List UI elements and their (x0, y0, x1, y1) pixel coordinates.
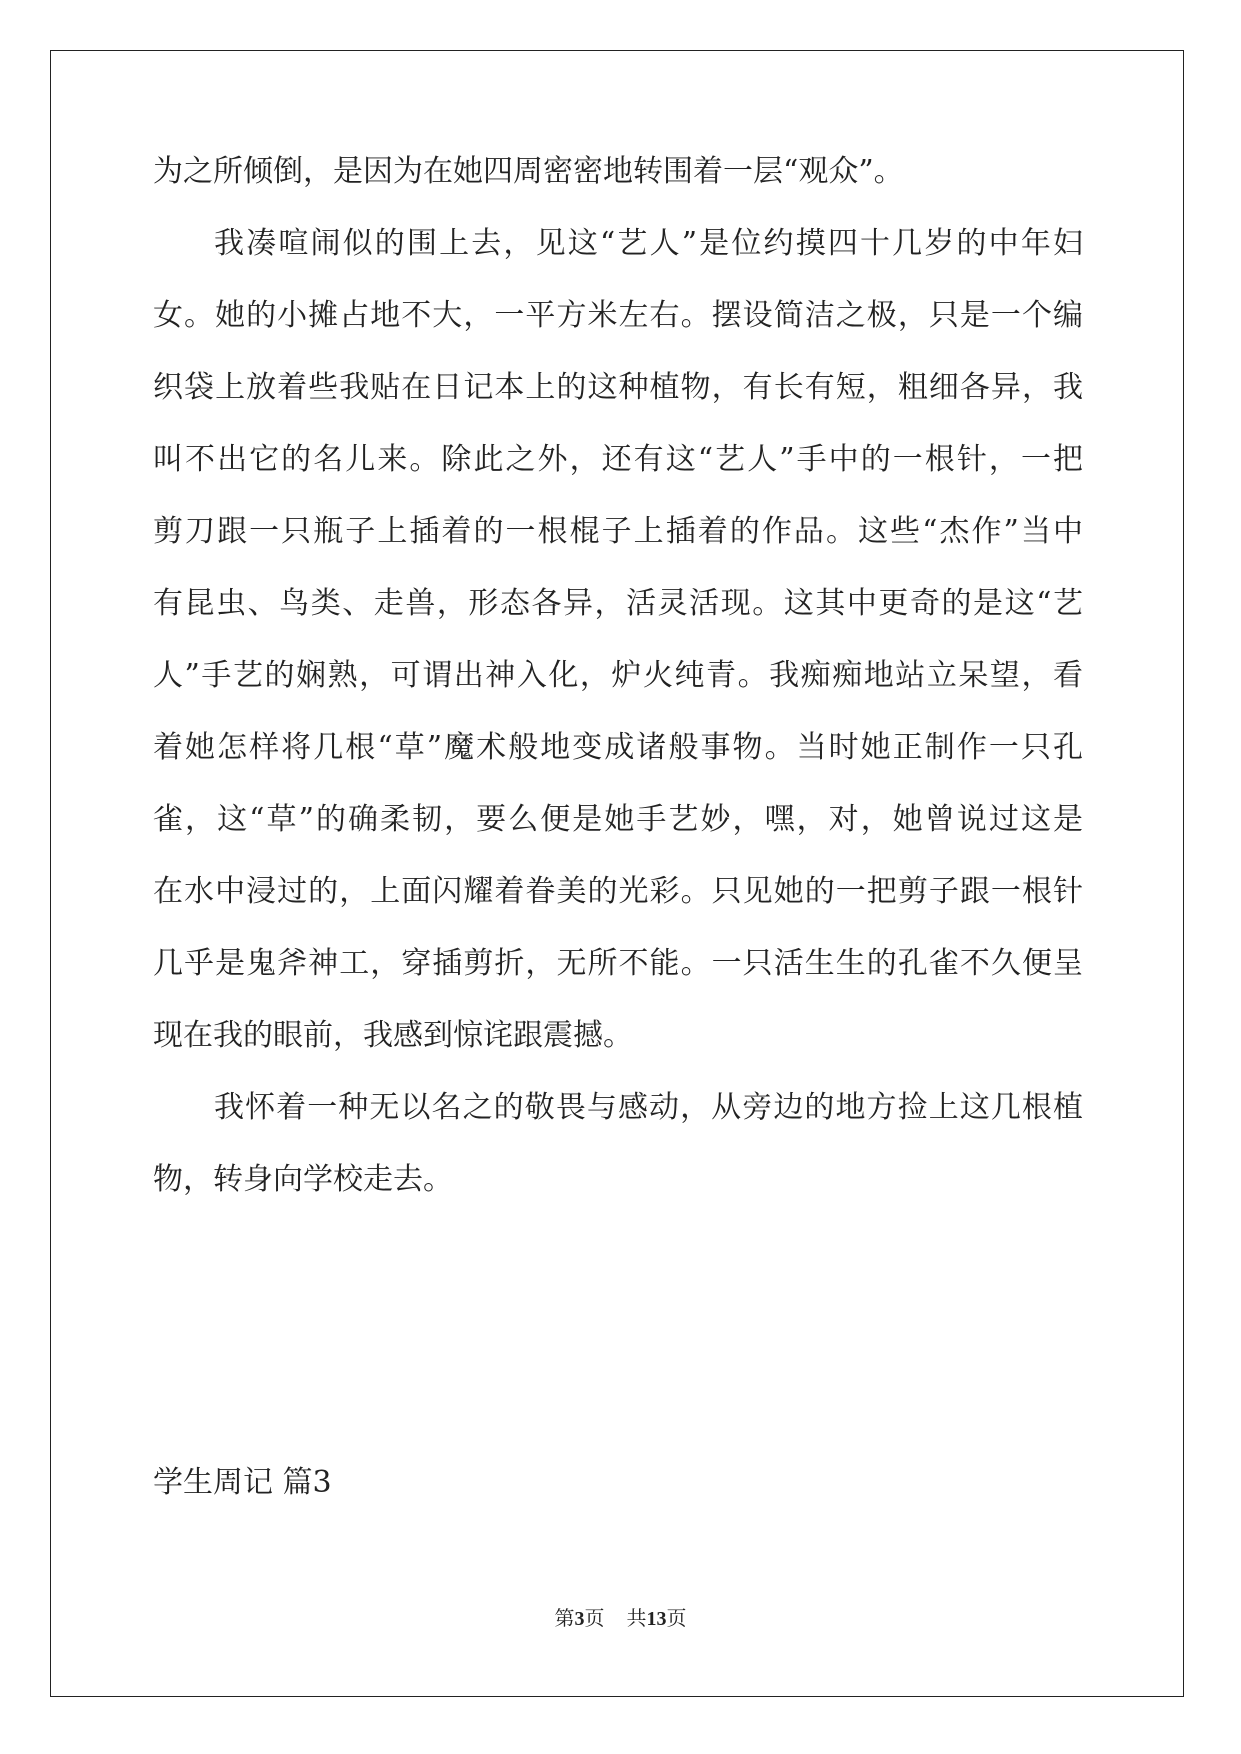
text-line: 织袋上放着些我贴在日记本上的这种植物，有长有短，粗细各异，我 (153, 370, 1083, 405)
text-line: 物，转身向学校走去。 (153, 1162, 453, 1197)
footer-prefix: 第 (554, 1608, 575, 1630)
text-line: 着她怎样将几根“草”魔术般地变成诸般事物。当时她正制作一只孔 (153, 730, 1083, 765)
text-line: 我凑喧闹似的围上去，见这“艺人”是位约摸四十几岁的中年妇 (214, 226, 1083, 261)
text-line: 在水中浸过的，上面闪耀着眷美的光彩。只见她的一把剪子跟一根针 (153, 874, 1083, 909)
footer-total-suffix: 页 (666, 1608, 687, 1630)
footer-page-suffix: 页 (584, 1608, 605, 1630)
section-heading: 学生周记 篇3 (153, 1465, 332, 1500)
text-line: 女。她的小摊占地不大，一平方米左右。摆设简洁之极，只是一个编 (153, 298, 1083, 333)
footer-total-prefix: 共 (626, 1608, 647, 1630)
text-line: 现在我的眼前，我感到惊诧跟震撼。 (153, 1018, 633, 1053)
text-line: 几乎是鬼斧神工，穿插剪折，无所不能。一只活生生的孔雀不久便呈 (153, 946, 1083, 981)
page-footer (0, 1606, 1241, 1632)
text-line: 剪刀跟一只瓶子上插着的一根棍子上插着的作品。这些“杰作”当中 (153, 514, 1083, 549)
text-line: 有昆虫、鸟类、走兽，形态各异，活灵活现。这其中更奇的是这“艺 (153, 586, 1083, 621)
text-line: 为之所倾倒，是因为在她四周密密地转围着一层“观众”。 (153, 154, 904, 189)
text-line: 叫不出它的名儿来。除此之外，还有这“艺人”手中的一根针，一把 (153, 442, 1083, 477)
current-page-number: 3 (574, 1608, 585, 1630)
text-line: 人”手艺的娴熟，可谓出神入化，炉火纯青。我痴痴地站立呆望，看 (153, 658, 1083, 693)
text-line: 雀，这“草”的确柔韧，要么便是她手艺妙，嘿，对，她曾说过这是 (153, 802, 1083, 837)
total-page-count: 13 (646, 1608, 667, 1630)
text-line: 我怀着一种无以名之的敬畏与感动，从旁边的地方捡上这几根植 (214, 1090, 1083, 1125)
